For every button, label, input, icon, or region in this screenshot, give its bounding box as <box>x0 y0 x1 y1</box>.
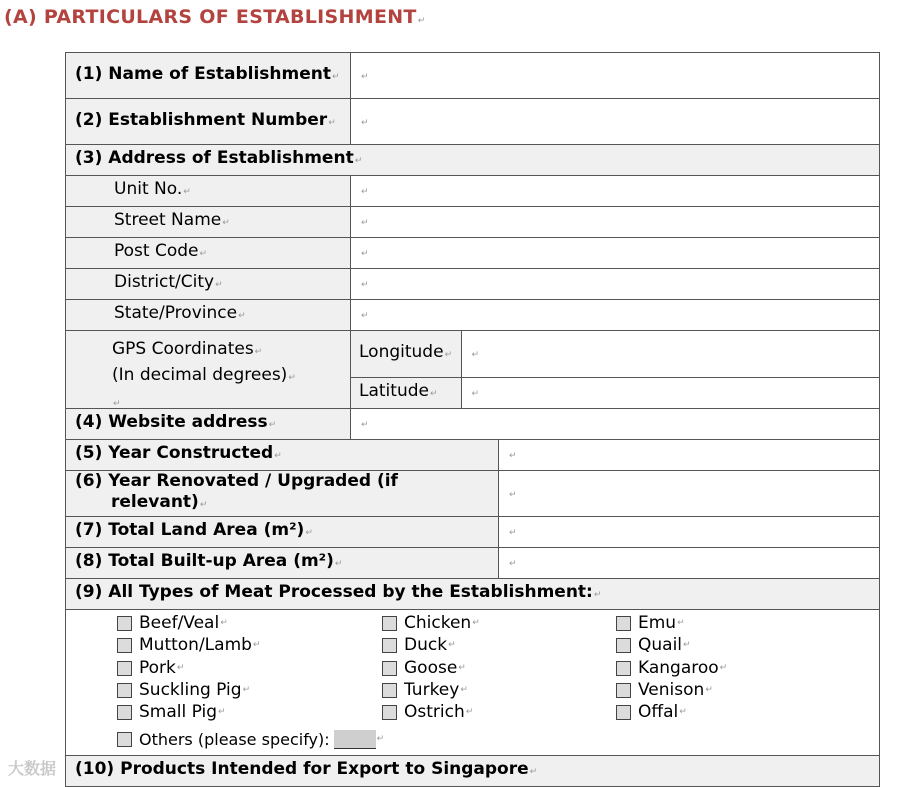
district-field[interactable]: ↵ <box>351 269 880 300</box>
row-address-header <box>66 145 880 176</box>
street-field[interactable]: ↵ <box>351 207 880 238</box>
row-district <box>66 269 880 300</box>
checkbox-box[interactable] <box>117 638 132 653</box>
meat-checkbox-grid <box>66 610 879 749</box>
label-website: (4) Website address↵ <box>66 409 351 440</box>
establishment-form <box>65 52 880 787</box>
checkbox-others[interactable]: Others (please specify): ↵ <box>117 728 384 750</box>
row-unit <box>66 176 880 207</box>
row-land-area <box>66 517 880 548</box>
longitude-field[interactable]: ↵ <box>461 331 879 377</box>
checkbox-box[interactable] <box>117 732 132 747</box>
checkbox-box[interactable] <box>616 705 631 720</box>
row-state <box>66 300 880 331</box>
checkbox-box[interactable] <box>616 661 631 676</box>
number-field[interactable]: ↵ <box>351 99 880 145</box>
label-street: Street Name↵ <box>66 207 351 238</box>
label-year-renovated: (6) Year Renovated / Upgraded (if relevant)↵ <box>66 471 499 517</box>
label-latitude: Latitude↵ <box>351 377 461 408</box>
checkbox-label: Venison <box>638 679 705 700</box>
row-meat-options <box>66 610 880 756</box>
checkbox-label: Beef/Veal <box>139 612 220 633</box>
label-number: (2) Establishment Number↵ <box>66 99 351 145</box>
row-meat-types-header <box>66 579 880 610</box>
latitude-field[interactable]: ↵ <box>461 377 879 408</box>
checkbox-box[interactable] <box>382 705 397 720</box>
checkbox-label: Others (please specify): <box>139 729 330 749</box>
checkbox-chicken[interactable]: Chicken ↵ <box>382 612 480 634</box>
checkbox-box[interactable] <box>382 638 397 653</box>
checkbox-label: Quail <box>638 634 683 655</box>
row-name <box>66 53 880 99</box>
checkbox-emu[interactable]: Emu ↵ <box>616 612 685 634</box>
checkbox-box[interactable] <box>616 616 631 631</box>
label-products-export: (10) Products Intended for Export to Singapore↵ <box>66 756 880 787</box>
label-year-constructed: (5) Year Constructed↵ <box>66 440 499 471</box>
row-year-constructed <box>66 440 880 471</box>
land-area-field[interactable]: ↵ <box>499 517 880 548</box>
checkbox-label: Mutton/Lamb <box>139 634 252 655</box>
gps-cell <box>351 331 880 409</box>
checkbox-box[interactable] <box>117 683 132 698</box>
label-longitude: Longitude↵ <box>351 331 461 377</box>
checkbox-suckling-pig[interactable]: Suckling Pig ↵ <box>117 679 250 701</box>
row-gps <box>66 331 880 409</box>
checkbox-venison[interactable]: Venison ↵ <box>616 679 713 701</box>
checkbox-box[interactable] <box>382 661 397 676</box>
label-land-area: (7) Total Land Area (m²)↵ <box>66 517 499 548</box>
section-heading: (A) PARTICULARS OF ESTABLISHMENT↵ <box>4 6 426 28</box>
checkbox-goose[interactable]: Goose ↵ <box>382 657 466 679</box>
year-constructed-field[interactable]: ↵ <box>499 440 880 471</box>
checkbox-box[interactable] <box>117 705 132 720</box>
label-name: (1) Name of Establishment↵ <box>66 53 351 99</box>
builtup-area-field[interactable]: ↵ <box>499 548 880 579</box>
label-unit: Unit No.↵ <box>66 176 351 207</box>
checkbox-label: Goose <box>404 657 458 678</box>
checkbox-box[interactable] <box>117 661 132 676</box>
row-website <box>66 409 880 440</box>
year-renovated-field[interactable]: ↵ <box>499 471 880 517</box>
label-district: District/City↵ <box>66 269 351 300</box>
postcode-field[interactable]: ↵ <box>351 238 880 269</box>
row-postcode <box>66 238 880 269</box>
checkbox-label: Emu <box>638 612 677 633</box>
checkbox-offal[interactable]: Offal ↵ <box>616 701 687 723</box>
checkbox-quail[interactable]: Quail ↵ <box>616 634 691 656</box>
row-number <box>66 99 880 145</box>
label-gps: GPS Coordinates↵ (In decimal degrees)↵ ↵ <box>66 331 351 409</box>
label-postcode: Post Code↵ <box>66 238 351 269</box>
checkbox-label: Kangaroo <box>638 657 719 678</box>
website-field[interactable]: ↵ <box>351 409 880 440</box>
name-field[interactable]: ↵ <box>351 53 880 99</box>
checkbox-ostrich[interactable]: Ostrich ↵ <box>382 701 473 723</box>
row-products-export <box>66 756 880 787</box>
checkbox-label: Ostrich <box>404 701 465 722</box>
checkbox-label: Offal <box>638 701 679 722</box>
checkbox-label: Pork <box>139 657 176 678</box>
watermark-logo: 大数据 <box>8 759 57 778</box>
row-year-renovated <box>66 471 880 517</box>
checkbox-duck[interactable]: Duck ↵ <box>382 634 456 656</box>
label-meat-types: (9) All Types of Meat Processed by the Establishment:↵ <box>66 579 880 610</box>
checkbox-label: Duck <box>404 634 448 655</box>
checkbox-beef-veal[interactable]: Beef/Veal ↵ <box>117 612 228 634</box>
checkbox-kangaroo[interactable]: Kangaroo ↵ <box>616 657 727 679</box>
label-address: (3) Address of Establishment↵ <box>66 145 880 176</box>
checkbox-label: Small Pig <box>139 701 218 722</box>
checkbox-box[interactable] <box>616 638 631 653</box>
checkbox-label: Suckling Pig <box>139 679 242 700</box>
unit-field[interactable]: ↵ <box>351 176 880 207</box>
meat-options-cell <box>66 610 880 756</box>
row-street <box>66 207 880 238</box>
checkbox-box[interactable] <box>117 616 132 631</box>
checkbox-label: Chicken <box>404 612 472 633</box>
checkbox-label: Turkey <box>404 679 460 700</box>
others-specify-input[interactable] <box>334 730 376 749</box>
checkbox-box[interactable] <box>616 683 631 698</box>
state-field[interactable]: ↵ <box>351 300 880 331</box>
checkbox-mutton-lamb[interactable]: Mutton/Lamb ↵ <box>117 634 260 656</box>
label-builtup-area: (8) Total Built-up Area (m²)↵ <box>66 548 499 579</box>
checkbox-box[interactable] <box>382 683 397 698</box>
label-state: State/Province↵ <box>66 300 351 331</box>
checkbox-small-pig[interactable]: Small Pig ↵ <box>117 701 226 723</box>
row-builtup-area <box>66 548 880 579</box>
checkbox-turkey[interactable]: Turkey ↵ <box>382 679 468 701</box>
checkbox-box[interactable] <box>382 616 397 631</box>
checkbox-pork[interactable]: Pork ↵ <box>117 657 184 679</box>
